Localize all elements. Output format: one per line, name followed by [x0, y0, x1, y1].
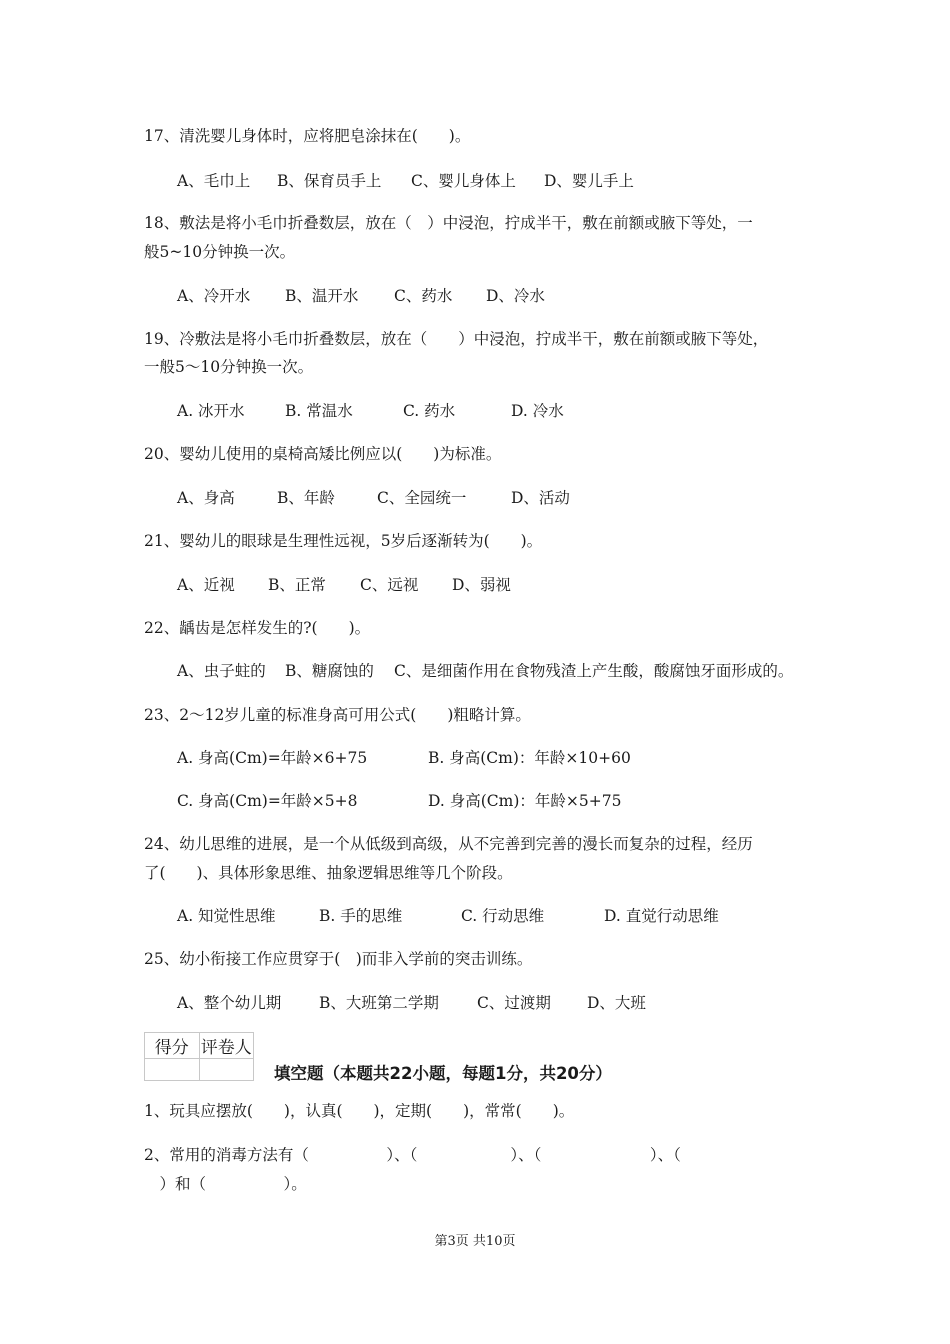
question-24-cont: 了( )、具体形象思维、抽象逻辑思维等几个阶段。	[144, 864, 513, 882]
option: A、毛巾上	[177, 172, 251, 190]
question-24: 24、幼儿思维的进展，是一个从低级到高级，从不完善到完善的漫长而复杂的过程，经历	[144, 835, 753, 853]
option: D、婴儿手上	[544, 172, 634, 190]
question-20: 20、婴幼儿使用的桌椅高矮比例应以( )为标准。	[144, 445, 502, 463]
question-23: 23、2～12岁儿童的标准身高可用公式( )粗略计算。	[144, 706, 531, 724]
section-title: 填空题（本题共22小题，每题1分，共20分）	[274, 1064, 612, 1083]
fill-question-1: 1、玩具应摆放( )，认真( )，定期( )，常常( )。	[144, 1102, 575, 1120]
option: B. 常温水	[285, 402, 353, 420]
option: C、婴儿身体上	[411, 172, 516, 190]
option: C. 身高(Cm)=年龄×5+8	[177, 792, 358, 810]
question-19-cont: 一般5～10分钟换一次。	[144, 358, 314, 376]
option: D. 冷水	[511, 402, 564, 420]
option: A、虫子蛀的	[177, 662, 266, 680]
option: B、糖腐蚀的	[285, 662, 374, 680]
question-21: 21、婴幼儿的眼球是生理性远视，5岁后逐渐转为( )。	[144, 532, 543, 550]
question-17: 17、清洗婴儿身体时，应将肥皂涂抹在( )。	[144, 127, 471, 145]
question-18: 18、敷法是将小毛巾折叠数层，放在（ ）中浸泡，拧成半干，敷在前额或腋下等处，一	[144, 214, 753, 232]
option: A. 知觉性思维	[177, 907, 276, 925]
option: C、药水	[394, 287, 453, 305]
question-18-cont: 般5~10分钟换一次。	[144, 243, 296, 261]
score-cell	[145, 1059, 200, 1081]
option: D. 身高(Cm)：年龄×5+75	[428, 792, 622, 810]
option: C、过渡期	[477, 994, 551, 1012]
option: D、活动	[511, 489, 570, 507]
question-22: 22、龋齿是怎样发生的?( )。	[144, 619, 371, 637]
page-footer: 第3页 共10页	[434, 1234, 516, 1249]
option: A. 冰开水	[177, 402, 245, 420]
option: A. 身高(Cm)=年龄×6+75	[177, 749, 368, 767]
option: B、大班第二学期	[319, 994, 439, 1012]
score-table	[144, 1032, 254, 1081]
option: D、弱视	[452, 576, 511, 594]
option: B. 身高(Cm)：年龄×10+60	[428, 749, 631, 767]
option: D. 直觉行动思维	[604, 907, 719, 925]
question-25: 25、幼小衔接工作应贯穿于( )而非入学前的突击训练。	[144, 950, 533, 968]
option: A、整个幼儿期	[177, 994, 282, 1012]
fill-question-2: 2、常用的消毒方法有（ ）、（ ）、（ ）、（	[144, 1146, 681, 1164]
fill-question-2-cont: ）和（ ）。	[144, 1175, 307, 1193]
option: B、保育员手上	[277, 172, 382, 190]
option: D、大班	[587, 994, 646, 1012]
option: B、年龄	[277, 489, 335, 507]
option: C. 行动思维	[461, 907, 545, 925]
option: B. 手的思维	[319, 907, 403, 925]
option: A、近视	[177, 576, 235, 594]
option: B、正常	[268, 576, 326, 594]
option: A、冷开水	[177, 287, 251, 305]
option: C、全园统一	[377, 489, 467, 507]
reviewer-cell	[199, 1059, 254, 1081]
option: C、是细菌作用在食物残渣上产生酸，酸腐蚀牙面形成的。	[394, 662, 794, 680]
option: B、温开水	[285, 287, 359, 305]
option: D、冷水	[486, 287, 545, 305]
question-19: 19、冷敷法是将小毛巾折叠数层，放在（ ）中浸泡，拧成半干，敷在前额或腋下等处，	[144, 330, 769, 348]
reviewer-label: 评卷人	[199, 1033, 254, 1059]
option: C. 药水	[403, 402, 456, 420]
score-label: 得分	[145, 1033, 200, 1059]
option: A、身高	[177, 489, 235, 507]
option: C、远视	[360, 576, 419, 594]
